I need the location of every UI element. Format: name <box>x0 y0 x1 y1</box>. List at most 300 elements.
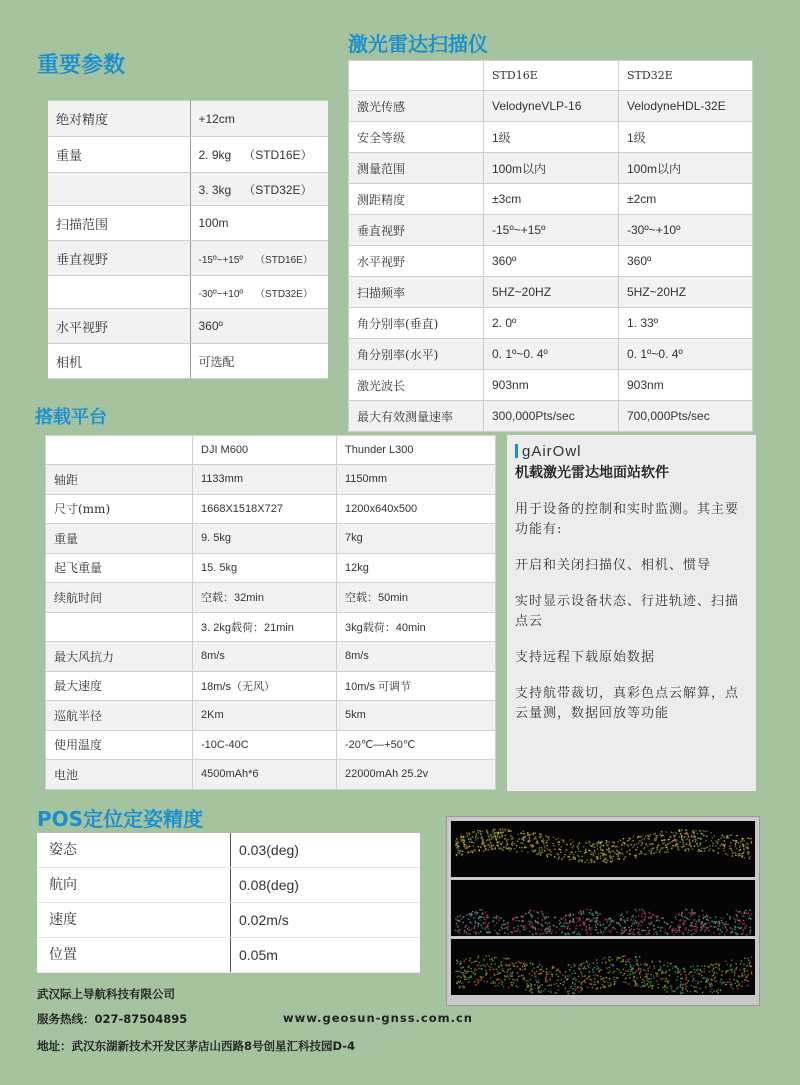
lidar-row <box>349 184 753 215</box>
point-cloud-point <box>512 918 513 919</box>
platform-row <box>46 701 496 731</box>
point-cloud-point <box>629 977 630 978</box>
point-cloud-point <box>751 841 752 842</box>
point-cloud-point <box>514 843 515 844</box>
point-cloud-point <box>722 922 723 923</box>
point-cloud-point <box>708 979 709 980</box>
point-cloud-point <box>620 915 621 916</box>
point-cloud-point <box>617 977 618 978</box>
point-cloud-point <box>605 843 606 844</box>
point-cloud-point <box>580 911 581 912</box>
point-cloud-point <box>586 919 587 920</box>
point-cloud-point <box>662 987 663 988</box>
point-cloud-point <box>499 983 500 984</box>
lidar-label: 垂直视野 <box>349 215 484 246</box>
point-cloud-point <box>589 841 590 842</box>
point-cloud-point <box>474 974 475 975</box>
point-cloud-point <box>687 982 688 983</box>
point-cloud-point <box>495 836 496 837</box>
point-cloud-point <box>506 964 507 965</box>
point-cloud-point <box>558 854 559 855</box>
point-cloud-point <box>749 963 750 964</box>
point-cloud-point <box>705 840 706 841</box>
website-link[interactable]: www.geosun-gnss.com.cn <box>283 1011 473 1025</box>
point-cloud-point <box>460 980 461 981</box>
point-cloud-point <box>467 834 468 835</box>
point-cloud-point <box>746 977 747 978</box>
lidar-label: 扫描频率 <box>349 277 484 308</box>
point-cloud-point <box>662 847 663 848</box>
point-cloud-point <box>720 838 721 839</box>
point-cloud-point <box>747 844 748 845</box>
point-cloud-point <box>726 970 727 971</box>
point-cloud-point <box>478 918 479 919</box>
point-cloud-point <box>730 931 731 932</box>
point-cloud-point <box>551 985 552 986</box>
point-cloud-point <box>629 929 630 930</box>
platform-row <box>46 553 496 583</box>
point-cloud-point <box>742 973 743 974</box>
point-cloud-point <box>734 929 735 930</box>
point-cloud-point <box>645 963 646 964</box>
point-cloud-point <box>623 842 624 843</box>
point-cloud-point <box>701 966 702 967</box>
point-cloud-point <box>701 925 702 926</box>
point-cloud-point <box>483 964 484 965</box>
point-cloud-point <box>659 851 660 852</box>
brand-bar <box>515 444 518 458</box>
point-cloud-point <box>627 845 628 846</box>
point-cloud-point <box>612 841 613 842</box>
point-cloud-point <box>732 853 733 854</box>
lidar-value-std32e: 700,000Pts/sec <box>619 401 753 432</box>
point-cloud-point <box>582 976 583 977</box>
point-cloud-point <box>710 964 711 965</box>
point-cloud-point <box>497 842 498 843</box>
point-cloud-point <box>594 967 595 968</box>
point-cloud-point <box>696 966 697 967</box>
point-cloud-point <box>596 844 597 845</box>
point-cloud-point <box>540 852 541 853</box>
point-cloud-point <box>477 922 478 923</box>
point-cloud-point <box>464 961 465 962</box>
point-cloud-point <box>689 972 690 973</box>
point-cloud-point <box>691 922 692 923</box>
lidar-label: 角分别率(水平) <box>349 339 484 370</box>
point-cloud-point <box>523 963 524 964</box>
point-cloud-point <box>462 986 463 987</box>
point-cloud-point <box>629 958 630 959</box>
point-cloud-point <box>720 979 721 980</box>
point-cloud-point <box>560 983 561 984</box>
point-cloud-point <box>718 967 719 968</box>
point-cloud-point <box>575 851 576 852</box>
platform-value-m600: 15. 5kg <box>193 553 337 583</box>
point-cloud-point <box>547 845 548 846</box>
point-cloud-point <box>581 856 582 857</box>
point-cloud-point <box>744 857 745 858</box>
point-cloud-point <box>671 848 672 849</box>
point-cloud-point <box>531 975 532 976</box>
point-cloud-point <box>464 840 465 841</box>
point-cloud-point <box>568 933 569 934</box>
point-cloud-point <box>481 978 482 979</box>
point-cloud-point <box>562 926 563 927</box>
point-cloud-point <box>521 975 522 976</box>
point-cloud-point <box>504 924 505 925</box>
point-cloud-point <box>468 927 469 928</box>
point-cloud-point <box>682 988 683 989</box>
point-cloud-point <box>746 925 747 926</box>
point-cloud-point <box>664 989 665 990</box>
point-cloud-point <box>657 927 658 928</box>
point-cloud-point <box>461 840 462 841</box>
point-cloud-point <box>602 861 603 862</box>
point-cloud-point <box>713 921 714 922</box>
point-cloud-point <box>502 829 503 830</box>
point-cloud-point <box>608 985 609 986</box>
point-cloud-point <box>541 973 542 974</box>
point-cloud-point <box>510 835 511 836</box>
point-cloud-point <box>579 917 580 918</box>
point-cloud-point <box>631 919 632 920</box>
point-cloud-point <box>486 964 487 965</box>
point-cloud-point <box>681 983 682 984</box>
point-cloud-point <box>478 846 479 847</box>
point-cloud-point <box>462 967 463 968</box>
point-cloud-point <box>613 927 614 928</box>
point-cloud-point <box>577 921 578 922</box>
point-cloud-point <box>642 913 643 914</box>
point-cloud-point <box>727 854 728 855</box>
point-cloud-point <box>464 976 465 977</box>
point-cloud-point <box>682 992 683 993</box>
point-cloud-point <box>526 983 527 984</box>
point-cloud-point <box>745 845 746 846</box>
point-cloud-point <box>457 920 458 921</box>
point-cloud-point <box>533 846 534 847</box>
point-cloud-point <box>568 993 569 994</box>
point-cloud-point <box>674 835 675 836</box>
point-cloud-point <box>725 982 726 983</box>
point-cloud-point <box>714 972 715 973</box>
point-cloud-point <box>563 917 564 918</box>
point-cloud-point <box>710 986 711 987</box>
point-cloud-point <box>723 848 724 849</box>
point-cloud-point <box>739 984 740 985</box>
point-cloud-point <box>694 969 695 970</box>
point-cloud-point <box>661 848 662 849</box>
point-cloud-point <box>578 848 579 849</box>
point-cloud-point <box>586 962 587 963</box>
point-cloud-point <box>654 838 655 839</box>
point-cloud-point <box>537 853 538 854</box>
point-cloud-point <box>646 983 647 984</box>
point-cloud-point <box>485 922 486 923</box>
point-cloud-point <box>598 982 599 983</box>
point-cloud-point <box>652 986 653 987</box>
point-cloud-point <box>476 911 477 912</box>
point-cloud-point <box>600 858 601 859</box>
point-cloud-point <box>743 851 744 852</box>
point-cloud-point <box>671 988 672 989</box>
point-cloud-point <box>521 847 522 848</box>
point-cloud-point <box>537 966 538 967</box>
point-cloud-point <box>557 970 558 971</box>
point-cloud-point <box>502 842 503 843</box>
point-cloud-point <box>582 929 583 930</box>
point-cloud-point <box>455 971 456 972</box>
point-cloud-point <box>506 842 507 843</box>
point-cloud-point <box>692 925 693 926</box>
platform-value-l300: 空载：50min <box>337 583 496 613</box>
point-cloud-point <box>469 833 470 834</box>
point-cloud-point <box>524 968 525 969</box>
point-cloud-point <box>733 840 734 841</box>
point-cloud-point <box>468 929 469 930</box>
point-cloud-point <box>548 991 549 992</box>
point-cloud-point <box>492 959 493 960</box>
point-cloud-point <box>621 919 622 920</box>
pos-row <box>37 903 420 938</box>
point-cloud-point <box>611 959 612 960</box>
point-cloud-point <box>456 923 457 924</box>
point-cloud-point <box>714 978 715 979</box>
point-cloud-point <box>456 983 457 984</box>
point-cloud-point <box>641 982 642 983</box>
point-cloud-point <box>565 988 566 989</box>
point-cloud-point <box>474 927 475 928</box>
point-cloud-point <box>468 919 469 920</box>
point-cloud-point <box>612 860 613 861</box>
point-cloud-point <box>514 930 515 931</box>
point-cloud-point <box>476 912 477 913</box>
point-cloud-point <box>522 966 523 967</box>
point-cloud-point <box>735 843 736 844</box>
point-cloud-point <box>489 932 490 933</box>
point-cloud-point <box>595 918 596 919</box>
point-cloud-point <box>510 976 511 977</box>
point-cloud-point <box>512 842 513 843</box>
point-cloud-point <box>563 984 564 985</box>
point-cloud-point <box>497 971 498 972</box>
point-cloud-point <box>523 833 524 834</box>
point-cloud-point <box>742 852 743 853</box>
point-cloud-point <box>597 912 598 913</box>
point-cloud-point <box>591 909 592 910</box>
point-cloud-point <box>493 973 494 974</box>
point-cloud-point <box>543 990 544 991</box>
point-cloud-point <box>579 843 580 844</box>
point-cloud-point <box>597 915 598 916</box>
point-cloud-point <box>748 917 749 918</box>
point-cloud-point <box>543 840 544 841</box>
point-cloud-point <box>635 956 636 957</box>
point-cloud-point <box>690 845 691 846</box>
point-cloud-point <box>696 991 697 992</box>
point-cloud-point <box>460 971 461 972</box>
point-cloud-point <box>472 911 473 912</box>
point-cloud-point <box>583 962 584 963</box>
point-cloud-point <box>543 915 544 916</box>
point-cloud-point <box>556 926 557 927</box>
point-cloud-point <box>742 932 743 933</box>
point-cloud-point <box>512 845 513 846</box>
point-cloud-point <box>675 971 676 972</box>
point-cloud-point <box>532 915 533 916</box>
point-cloud-images <box>446 816 760 1006</box>
point-cloud-point <box>621 853 622 854</box>
point-cloud-point <box>706 919 707 920</box>
point-cloud-point <box>461 983 462 984</box>
lidar-header-cell: STD16E <box>484 61 619 91</box>
point-cloud-point <box>742 855 743 856</box>
point-cloud-point <box>541 930 542 931</box>
point-cloud-point <box>467 836 468 837</box>
point-cloud-point <box>690 991 691 992</box>
point-cloud-point <box>649 913 650 914</box>
point-cloud-point <box>628 959 629 960</box>
point-cloud-point <box>684 971 685 972</box>
point-cloud-point <box>697 983 698 984</box>
point-cloud-point <box>653 965 654 966</box>
point-cloud-point <box>645 844 646 845</box>
point-cloud-point <box>699 973 700 974</box>
point-cloud-point <box>598 968 599 969</box>
point-cloud-point <box>750 927 751 928</box>
point-cloud-point <box>460 977 461 978</box>
point-cloud-point <box>654 968 655 969</box>
point-cloud-point <box>521 925 522 926</box>
point-cloud-point <box>649 982 650 983</box>
point-cloud-point <box>530 962 531 963</box>
lidar-value-std32e: 1级 <box>619 122 753 153</box>
point-cloud-point <box>653 975 654 976</box>
point-cloud-point <box>726 931 727 932</box>
point-cloud-point <box>723 925 724 926</box>
point-cloud-point <box>718 839 719 840</box>
point-cloud-point <box>591 914 592 915</box>
point-cloud-point <box>610 964 611 965</box>
point-cloud-point <box>548 973 549 974</box>
point-cloud-point <box>508 965 509 966</box>
point-cloud-point <box>628 837 629 838</box>
point-cloud-point <box>489 847 490 848</box>
lidar-header-row <box>349 61 753 91</box>
point-cloud-point <box>542 933 543 934</box>
point-cloud-point <box>716 991 717 992</box>
point-cloud-point <box>675 844 676 845</box>
point-cloud-point <box>735 852 736 853</box>
point-cloud-point <box>465 973 466 974</box>
point-cloud-point <box>694 991 695 992</box>
point-cloud-point <box>600 924 601 925</box>
point-cloud-point <box>495 985 496 986</box>
point-cloud-point <box>676 839 677 840</box>
point-cloud-point <box>514 980 515 981</box>
point-cloud-point <box>699 919 700 920</box>
point-cloud-point <box>463 916 464 917</box>
point-cloud-point <box>483 850 484 851</box>
point-cloud-point <box>742 844 743 845</box>
point-cloud-point <box>466 932 467 933</box>
point-cloud-point <box>690 925 691 926</box>
point-cloud-point <box>727 964 728 965</box>
point-cloud-point <box>714 836 715 837</box>
point-cloud-point <box>599 913 600 914</box>
point-cloud-point <box>600 843 601 844</box>
point-cloud-point <box>612 920 613 921</box>
point-cloud-point <box>502 836 503 837</box>
point-cloud-point <box>725 924 726 925</box>
point-cloud-point <box>602 984 603 985</box>
point-cloud-point <box>530 990 531 991</box>
point-cloud-point <box>709 966 710 967</box>
point-cloud-point <box>591 846 592 847</box>
params-table <box>48 100 328 379</box>
point-cloud-point <box>593 846 594 847</box>
point-cloud-point <box>609 967 610 968</box>
point-cloud-point <box>540 992 541 993</box>
point-cloud-point <box>643 980 644 981</box>
point-cloud-point <box>648 974 649 975</box>
point-cloud-point <box>573 918 574 919</box>
point-cloud-point <box>559 856 560 857</box>
point-cloud-point <box>600 856 601 857</box>
point-cloud-point <box>569 964 570 965</box>
point-cloud-point <box>556 974 557 975</box>
point-cloud-point <box>692 975 693 976</box>
point-cloud-point <box>501 833 502 834</box>
point-cloud-point <box>548 853 549 854</box>
pos-row <box>37 833 420 868</box>
point-cloud-point <box>641 909 642 910</box>
point-cloud-point <box>658 987 659 988</box>
point-cloud-point <box>506 927 507 928</box>
point-cloud-point <box>712 970 713 971</box>
point-cloud-point <box>595 984 596 985</box>
point-cloud-point <box>475 914 476 915</box>
point-cloud-point <box>640 851 641 852</box>
point-cloud-point <box>623 916 624 917</box>
point-cloud-point <box>629 962 630 963</box>
point-cloud-point <box>618 923 619 924</box>
point-cloud-point <box>566 979 567 980</box>
point-cloud-point <box>466 925 467 926</box>
point-cloud-point <box>521 850 522 851</box>
point-cloud-point <box>455 841 456 842</box>
point-cloud-point <box>573 914 574 915</box>
point-cloud-point <box>632 932 633 933</box>
point-cloud-point <box>512 837 513 838</box>
lidar-value-std16e: 1级 <box>484 122 619 153</box>
point-cloud-point <box>474 970 475 971</box>
point-cloud-point <box>540 834 541 835</box>
point-cloud-point <box>729 917 730 918</box>
point-cloud-point <box>735 840 736 841</box>
point-cloud-point <box>639 840 640 841</box>
point-cloud-point <box>667 981 668 982</box>
point-cloud-point <box>475 839 476 840</box>
point-cloud-point <box>639 929 640 930</box>
point-cloud-point <box>748 960 749 961</box>
point-cloud-point <box>591 920 592 921</box>
point-cloud-point <box>597 858 598 859</box>
point-cloud-point <box>695 926 696 927</box>
point-cloud-point <box>496 915 497 916</box>
point-cloud-point <box>610 985 611 986</box>
point-cloud-point <box>583 980 584 981</box>
